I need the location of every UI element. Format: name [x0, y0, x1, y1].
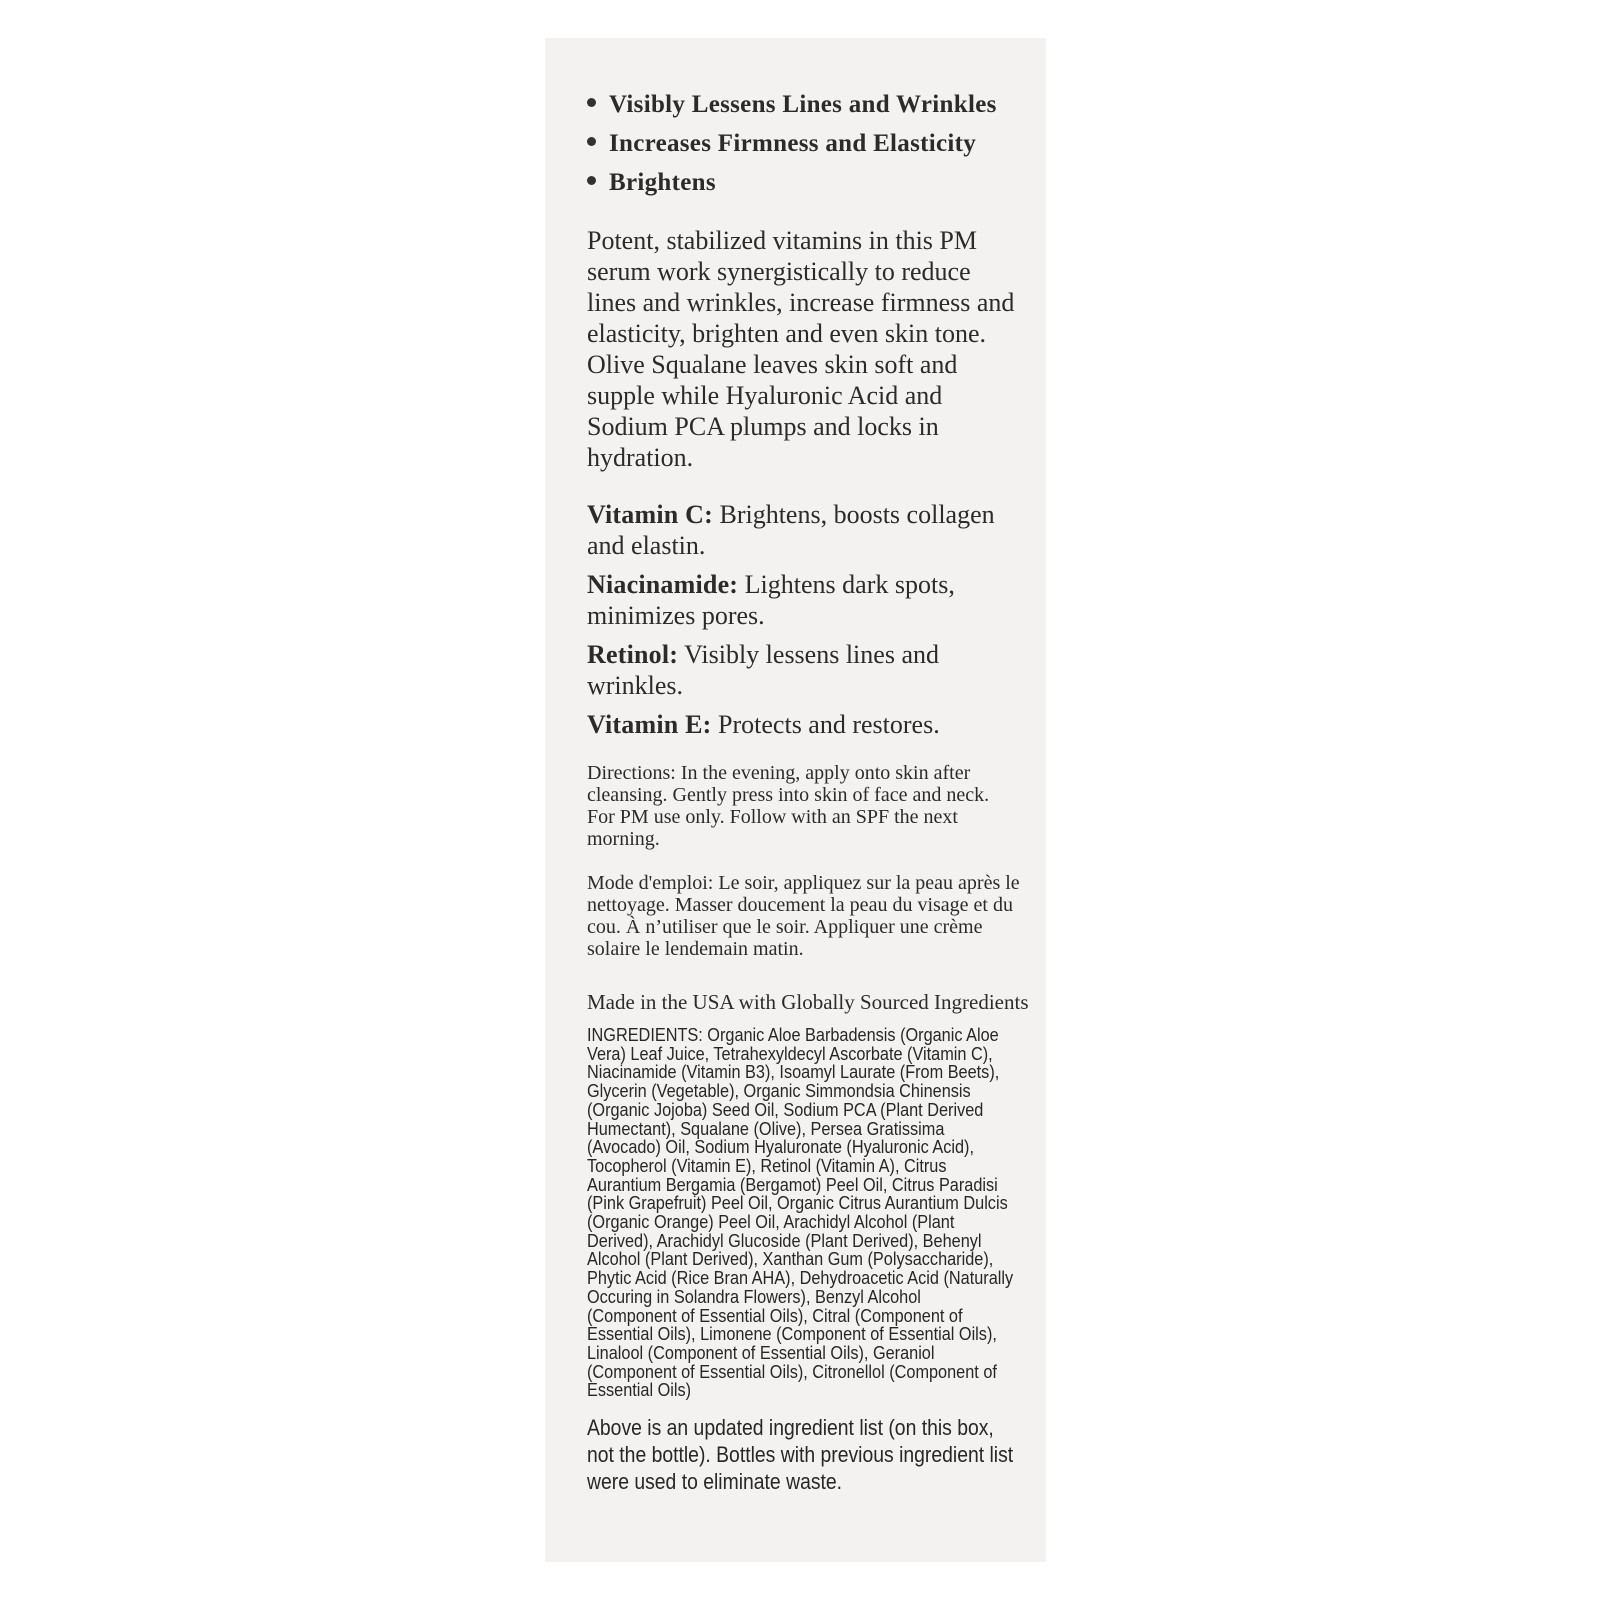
bullet-dot-icon [587, 137, 596, 146]
active-ingredient-description: Lightens dark spots, minimizes pores. [587, 570, 955, 630]
active-ingredient-description: Brightens, boosts collagen and elastin. [587, 500, 995, 560]
benefit-bullet-label: Visibly Lessens Lines and Wrinkles [609, 91, 997, 118]
benefit-bullet-label: Brightens [609, 169, 716, 196]
bullet-dot-icon [587, 176, 596, 185]
active-ingredient-description: Protects and restores. [711, 710, 940, 739]
benefit-bullet-item [587, 170, 1016, 195]
directions-text: Directions: In the evening, apply onto skin after cleansing. Gently press into skin of face and neck. For PM use only. Follow with an SPF the next morning. [587, 762, 990, 850]
bullet-dot-icon [587, 98, 596, 107]
intro-paragraph: Potent, stabilized vitamins in this PM serum work synergistically to reduce lines and wrinkles, increase firmness and elasticity, brighten and even skin tone. Olive Squalane leaves skin soft and supple while Hyaluronic Acid and Sodium PCA plumps and locks in hydration. [587, 226, 1015, 472]
active-ingredient-label: Niacinamide: [587, 570, 739, 599]
active-ingredient-row [587, 569, 1015, 631]
active-ingredient-label: Vitamin C: [587, 500, 713, 529]
ingredients-text: INGREDIENTS: Organic Aloe Barbadensis (Organic Aloe Vera) Leaf Juice, Tetrahexyldecyl Ascorbate (Vitamin C), Niacinamide (Vitamin B3), Isoamyl Laurate (From Beets), Glycerin (Vegetable), Organic Simmondsia Chinensis (Organic Jojoba) Seed Oil, Sodium PCA (Plant Derived Humectant), Squalane (Olive), Persea Gratissima (Avocado) Oil, Sodium Hyaluronate (Hyaluronic Acid), Tocopherol (Vitamin E), Retinol (Vitamin A), Citrus Aurantium Bergamia (Bergamot) Peel Oil, Citrus Paradisi (Pink Grapefruit) Peel Oil, Organic Citrus Aurantium Dulcis (Organic Orange) Peel Oil, Arachidyl Alcohol (Plant Derived), Arachidyl Glucoside (Plant Derived), Behenyl Alcohol (Plant Derived), Xanthan Gum (Polysaccharide), Phytic Acid (Rice Bran AHA), Dehydroacetic Acid (Naturally Occuring in Solandra Flowers), Benzyl Alcohol (Component of Essential Oils), Citral (Component of Essential Oils), Limonene (Component of Essential Oils), Linalool (Component of Essential Oils), Geraniol (Component of Essential Oils), Citronellol (Component of Essential Oils) [587, 1024, 1014, 1401]
benefit-bullet-item [587, 92, 1016, 117]
active-ingredient-label: Retinol: [587, 640, 679, 669]
benefit-bullet-list [587, 92, 1016, 195]
benefit-bullet-item [587, 131, 1016, 156]
made-in-usa-text: Made in the USA with Globally Sourced Ingredients [587, 990, 1029, 1014]
ingredient-list-note-text: Above is an updated ingredient list (on this box, not the bottle). Bottles with previous ingredient list were used to eliminate waste. [587, 1415, 1014, 1495]
mode-demploi-text: Mode d'emploi: Le soir, appliquez sur la peau après le nettoyage. Masser doucement la peau du visage et du cou. À n’utiliser que le soir. Appliquer une crème solaire le lendemain matin. [587, 872, 1020, 960]
active-ingredient-row [587, 709, 1015, 740]
active-ingredient-description: Visibly lessens lines and wrinkles. [587, 640, 939, 700]
active-ingredients-list [587, 499, 1015, 740]
product-box-back-panel [545, 38, 1046, 1562]
active-ingredient-row [587, 499, 1015, 561]
benefit-bullet-label: Increases Firmness and Elasticity [609, 130, 977, 157]
active-ingredient-label: Vitamin E: [587, 710, 712, 739]
active-ingredient-row [587, 639, 1015, 701]
